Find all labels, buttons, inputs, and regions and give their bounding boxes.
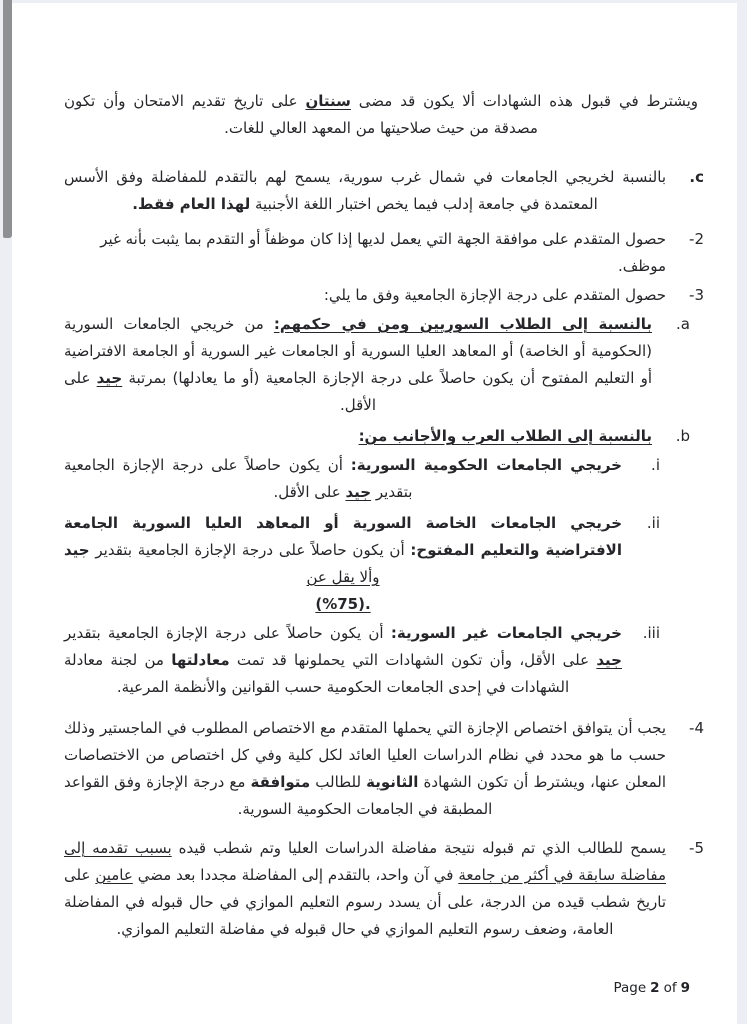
list-marker: 5-	[689, 839, 704, 857]
text-segment: يجب أن يتوافق اختصاص الإجازة التي يحملها المتقدم مع الاختصاص المطلوب في الماجستير وذلك حسب ما هو محدد في نظام الدراسات العليا العائد لكل كلية وفي كل اختصاص من الاختصاصات المعلن عنها، ويشترط أن تكون الشهادة	[64, 719, 666, 791]
list-marker: iii.	[642, 624, 660, 642]
paragraph-text	[64, 226, 666, 280]
document-sheet	[12, 3, 737, 1024]
text-segment: خريجي الجامعات الخاصة السورية أو المعاهد العليا السورية الجامعة الافتراضية والتعليم المفتوح:	[64, 514, 622, 559]
text-segment: على تاريخ شطب قيده من الدرجة، على أن يسدد رسوم التعليم الموازي في حال قبوله في المفاضلة العامة، وضعف رسوم التعليم الموازي في حال قبوله في مفاضلة التعليم الموازي.	[64, 866, 666, 938]
text-segment: أن يكون حاصلاً على درجة الإجازة الجامعية بتقدير	[89, 541, 411, 559]
paragraph-text	[64, 620, 622, 701]
paragraph-text	[64, 423, 652, 450]
text-segment: جيد	[345, 483, 372, 501]
paragraph-text	[64, 452, 622, 506]
paragraph-item-a	[64, 311, 704, 419]
paragraph-item-3	[64, 282, 704, 309]
list-marker: 3-	[689, 286, 704, 304]
paragraph-item-4	[64, 715, 704, 823]
text-segment: عامين	[95, 866, 133, 884]
text-segment: خريجي الجامعات الحكومية السورية:	[350, 456, 622, 474]
text-segment: على الأقل، وأن تكون الشهادات التي يحملونها قد تمت	[229, 651, 597, 669]
text-segment: أن يكون حاصلاً على درجة الإجازة الجامعية بتقدير	[64, 624, 391, 642]
footer-of-label: of	[663, 980, 677, 996]
footer-total-pages: 9	[680, 980, 690, 996]
paragraph-text	[64, 164, 666, 218]
text-segment: أن يكون حاصلاً على درجة الإجازة الجامعية بتقدير	[64, 456, 413, 501]
list-marker: ii.	[646, 514, 660, 532]
text-segment: بالنسبة إلى الطلاب السوريين ومن في حكمهم:	[273, 315, 653, 333]
list-marker: 2-	[689, 230, 704, 248]
paragraph-item-i	[64, 452, 704, 506]
paragraph-item-5	[64, 835, 704, 943]
paragraph-item-iii	[64, 620, 704, 701]
list-marker: a.	[676, 315, 690, 333]
text-segment: لهذا العام فقط	[137, 195, 251, 213]
paragraph-text	[64, 282, 666, 309]
paragraph-item-ii	[64, 510, 704, 618]
scan-edge-artifact	[3, 0, 12, 238]
text-segment: معادلتها	[171, 651, 230, 669]
paragraph-item-b	[64, 423, 704, 450]
text-segment: بسبب تقدمه إلى مفاضلة سابقة في أكثر من جامعة	[64, 839, 666, 884]
text-segment: على الأقل.	[273, 483, 346, 501]
text-segment: وألا يقل عن	[306, 568, 380, 586]
list-marker: c.	[689, 168, 704, 186]
paragraph-text	[64, 715, 666, 823]
text-segment: من لجنة معادلة الشهادات في إحدى الجامعات الحكومية حسب القوانين والأنظمة المرعية.	[64, 651, 570, 696]
list-marker: b.	[675, 427, 690, 445]
text-segment: ويشترط في قبول هذه الشهادات ألا يكون قد مضى	[350, 92, 698, 110]
document-body	[12, 3, 737, 947]
text-segment: .	[132, 195, 138, 213]
paragraph-text	[64, 311, 652, 419]
text-segment: سنتان	[305, 92, 351, 110]
text-segment: (%75).	[315, 595, 371, 613]
text-segment: بالنسبة لخريجي الجامعات في شمال غرب سورية، يسمح لهم بالتقدم للمفاضلة وفق الأسس المعتمدة في جامعة إدلب فيما يخص اختبار اللغة الأجنبية	[64, 168, 666, 213]
text-segment: الثانوية	[366, 773, 419, 791]
footer-page-label: Page	[613, 980, 647, 996]
page-footer	[613, 980, 690, 996]
text-segment: جيد	[96, 369, 123, 387]
text-segment: خريجي الجامعات غير السورية:	[390, 624, 622, 642]
text-segment: جيد	[64, 541, 90, 559]
text-segment: حصول المتقدم على موافقة الجهة التي يعمل لديها إذا كان موظفاً أو التقدم بما يثبت بأنه غير موظف.	[100, 230, 666, 275]
paragraph-intro	[64, 88, 704, 142]
text-segment: جيد	[596, 651, 622, 669]
text-segment: حصول المتقدم على درجة الإجازة الجامعية وفق ما يلي:	[323, 286, 666, 304]
paragraph-text	[64, 510, 622, 618]
paragraph-item-c	[64, 164, 704, 218]
text-segment: مع درجة الإجازة وفق القواعد المطبقة في الجامعات الحكومية السورية.	[64, 773, 493, 818]
list-marker: i.	[651, 456, 660, 474]
text-segment: على الأقل.	[64, 369, 377, 414]
list-marker: 4-	[689, 719, 704, 737]
footer-current-page: 2	[650, 980, 660, 996]
paragraph-text	[64, 835, 666, 943]
text-segment: يسمح للطالب الذي تم قبوله نتيجة مفاضلة الدراسات العليا وتم شطب قيده	[171, 839, 666, 857]
text-segment: من خريجي الجامعات السورية (الحكومية أو الخاصة) أو المعاهد العليا السورية أو الجامعات غير السورية أو الجامعة الافتراضية أو التعليم المفتوح أن يكون حاصلاً على درجة الإجازة الجامعية (أو ما يعادلها) بمرتبة	[64, 315, 652, 387]
text-segment: بالنسبة إلى الطلاب العرب والأجانب من:	[358, 427, 652, 445]
text-segment: متوافقة	[250, 773, 311, 791]
paragraph-text	[64, 88, 698, 142]
text-segment: للطالب	[310, 773, 367, 791]
paragraph-item-2	[64, 226, 704, 280]
text-segment: في آن واحد، بالتقدم إلى المفاضلة مجددا بعد مضي	[132, 866, 459, 884]
text-segment: على تاريخ تقديم الامتحان وأن تكون مصدقة من حيث صلاحيتها من المعهد العالي للغات.	[64, 92, 538, 137]
